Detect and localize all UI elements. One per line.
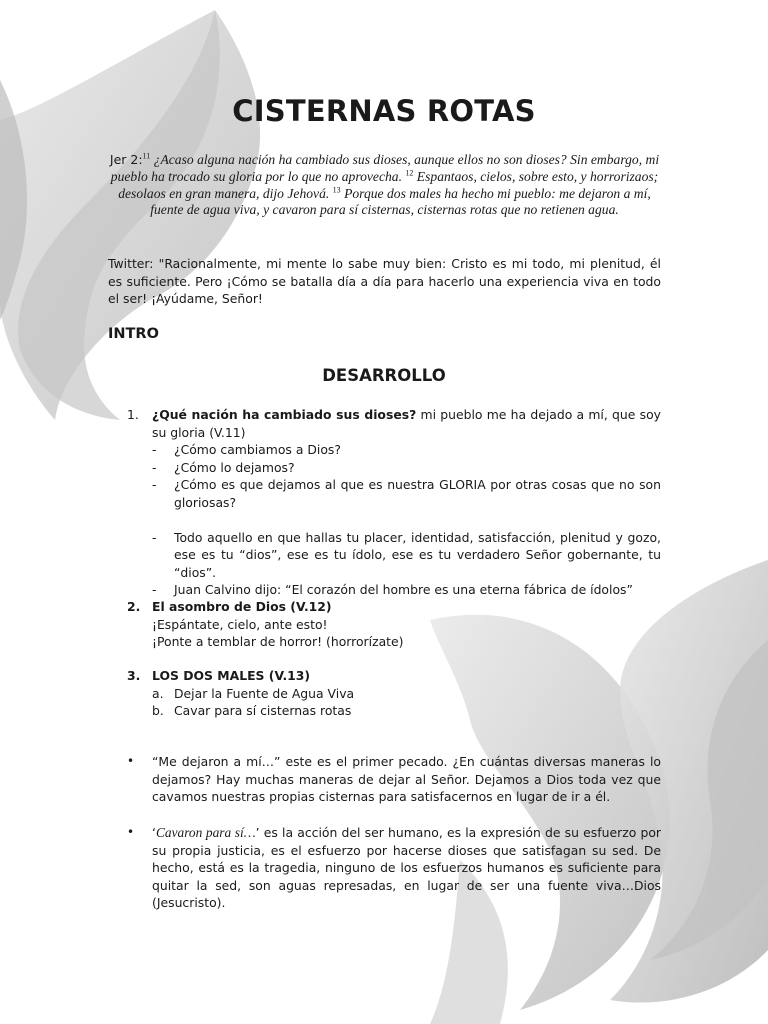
- section-2-line: ¡Ponte a temblar de horror! (horrorízate): [152, 634, 404, 649]
- list-item: b. Cavar para sí cisternas rotas: [152, 703, 352, 718]
- verse-text-3: Porque dos males ha hecho mi pueblo: me dejaron a mí, fuente de agua viva, y cavaron para sí cisternas, cisternas rotas que no retienen agua.: [150, 185, 651, 218]
- italic-quote: Cavaron para sí…: [155, 825, 256, 840]
- section-1-question: ¿Qué nación ha cambiado sus dioses?: [152, 407, 417, 422]
- list-item: - Todo aquello en que hallas tu placer, identidad, satisfacción, plenitud y gozo, ese es tu “dios”, ese es tu ídolo, ese es tu verdadero Señor gobernante, tu “dios”.: [152, 529, 661, 580]
- dash-marker: -: [152, 477, 157, 492]
- section-2: [127, 598, 661, 651]
- dash-marker: -: [152, 582, 157, 597]
- letter-marker: a.: [152, 685, 164, 701]
- list-item: a. Dejar la Fuente de Agua Viva: [152, 685, 355, 701]
- section-3-number: 3.: [127, 668, 141, 683]
- twitter-quote: Twitter: "Racionalmente, mi mente lo sabe muy bien: Cristo es mi todo, mi plenitud, él es suficiente. Pero ¡Cómo se batalla día a día para hacerlo una experiencia viva en todo el ser! ¡Ayúdame, Señor!: [108, 256, 661, 306]
- dash-marker: -: [152, 442, 157, 457]
- section-3-heading: LOS DOS MALES (V.13): [152, 668, 311, 683]
- verse-text-1: ¿Acaso alguna nación ha cambiado sus dioses, aunque ellos no son dioses? Sin embargo, mi pueblo ha trocado su gloria por lo que no aprovecha.: [110, 152, 660, 184]
- list-item: - Juan Calvino dijo: “El corazón del hombre es una eterna fábrica de ídolos”: [152, 582, 633, 597]
- dash-marker: -: [152, 459, 157, 475]
- bullet-icon: •: [127, 825, 135, 839]
- list-item: - ¿Cómo es que dejamos al que es nuestra GLORIA por otras cosas que no son gloriosas?: [152, 477, 661, 510]
- section-2-heading: El asombro de Dios (V.12): [152, 599, 332, 614]
- heading-desarrollo: DESARROLLO: [322, 366, 446, 385]
- section-1-number: 1.: [127, 407, 139, 422]
- list-item: - ¿Cómo cambiamos a Dios?: [152, 442, 341, 457]
- section-3: [127, 667, 661, 720]
- section-2-number: 2.: [127, 599, 141, 614]
- scripture-verse: [108, 152, 661, 219]
- verse-number-13: 13: [332, 185, 341, 195]
- verse-reference: Jer 2:: [109, 152, 143, 167]
- dash-marker: -: [152, 529, 157, 545]
- page-title: CISTERNAS ROTAS: [232, 94, 536, 128]
- bullet-icon: •: [127, 754, 135, 768]
- bullet-paragraph-2: • ‘Cavaron para sí…’ es la acción del ser humano, es la expresión de su esfuerzo por su propia justicia, es el esfuerzo por hacerse dioses que satisfagan su sed. De hecho, está es la tragedia, ninguno de los esfuerzos humanos es suficiente para quitar la sed, son aguas represadas, en lugar de ser una fuente viva…Dios (Jesucristo).: [127, 825, 661, 910]
- letter-marker: b.: [152, 703, 164, 718]
- heading-intro: INTRO: [108, 326, 159, 342]
- section-2-line: ¡Espántate, cielo, ante esto!: [152, 616, 328, 632]
- bullet-paragraph-1: • “Me dejaron a mí…” este es el primer pecado. ¿En cuántas diversas maneras lo dejamos? Hay muchas maneras de dejar al Señor. Dejamos a Dios toda vez que cavamos nuestras propias cisternas para satisfacernos en lugar de ir a él.: [127, 754, 661, 804]
- verse-text-2: Espantaos, cielos, sobre esto, y horrorizaos; desolaos en gran manera, dijo Jehová.: [118, 168, 659, 201]
- section-1-rest: mi pueblo me ha dejado a mí, que soy su gloria (V.11): [152, 407, 661, 440]
- section-1: [127, 406, 661, 599]
- verse-number-11: 11: [142, 151, 151, 161]
- verse-number-12: 12: [405, 168, 414, 178]
- list-item: - ¿Cómo lo dejamos?: [152, 459, 295, 475]
- section-1-heading: [152, 406, 661, 441]
